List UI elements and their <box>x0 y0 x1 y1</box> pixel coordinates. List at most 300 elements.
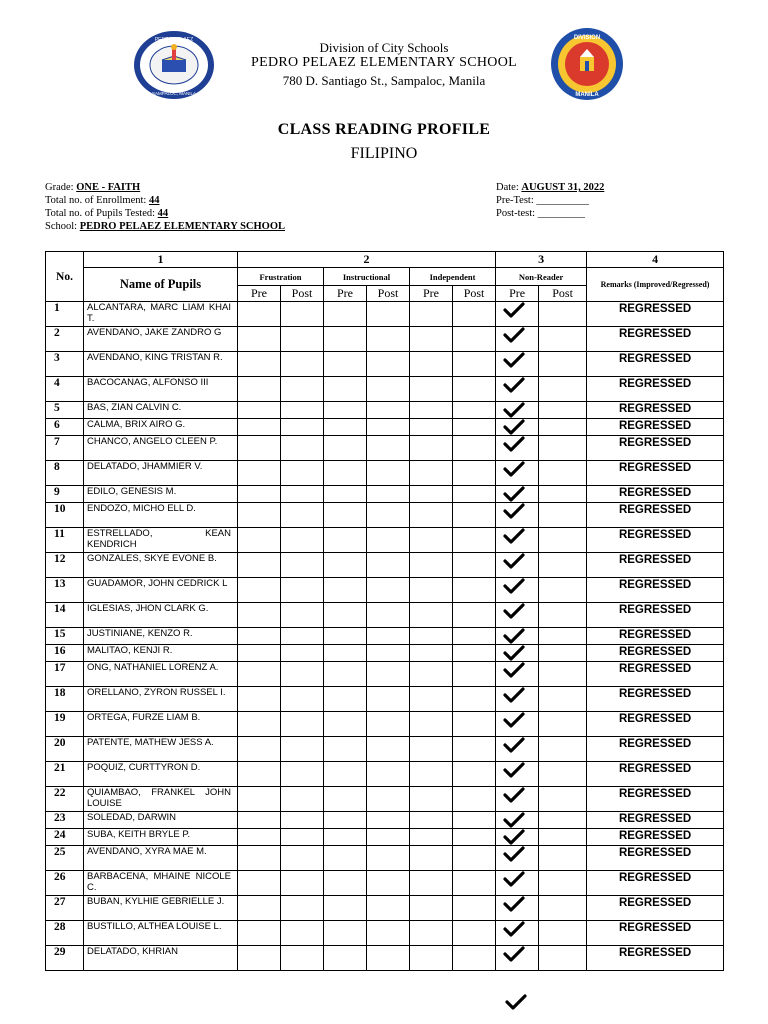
check-mark-icon <box>505 994 527 1010</box>
non-reader-pre-cell <box>496 578 539 603</box>
frustration-pre-cell <box>238 302 281 327</box>
reading-profile-table <box>45 251 724 971</box>
independent-post-cell <box>453 787 496 812</box>
pupil-name: AVENDANO, KING TRISTAN R. <box>84 352 238 377</box>
posttest-line <box>496 207 604 220</box>
remark-cell: REGRESSED <box>587 302 724 327</box>
instructional-pre-cell <box>324 762 367 787</box>
pupil-number: 26 <box>46 871 84 896</box>
pupil-number: 16 <box>46 645 84 662</box>
check-mark-icon <box>503 436 525 452</box>
instructional-pre-cell <box>324 377 367 402</box>
instructional-post-header: Post <box>367 286 410 302</box>
independent-post-cell <box>453 578 496 603</box>
table-row <box>46 553 724 578</box>
table-row <box>46 603 724 628</box>
remark-cell: REGRESSED <box>587 352 724 377</box>
pretest-line <box>496 194 604 207</box>
non-reader-pre-cell <box>496 402 539 419</box>
frustration-pre-cell <box>238 921 281 946</box>
non-reader-pre-cell <box>496 486 539 503</box>
remark-cell: REGRESSED <box>587 553 724 578</box>
pupil-number: 29 <box>46 946 84 971</box>
group-number-2: 2 <box>238 252 496 268</box>
instructional-post-cell <box>367 687 410 712</box>
independent-post-cell <box>453 377 496 402</box>
frustration-pre-cell <box>238 578 281 603</box>
instructional-post-cell <box>367 302 410 327</box>
independent-pre-cell <box>410 921 453 946</box>
pupil-number: 13 <box>46 578 84 603</box>
category-frustration: Frustration <box>238 268 324 286</box>
remark-cell: REGRESSED <box>587 419 724 436</box>
independent-post-cell <box>453 645 496 662</box>
frustration-post-cell <box>281 503 324 528</box>
svg-text:SAMPALOC, MANILA: SAMPALOC, MANILA <box>152 91 196 96</box>
instructional-pre-cell <box>324 712 367 737</box>
pupil-name: BUBAN, KYLHIE GEBRIELLE J. <box>84 896 238 921</box>
instructional-post-cell <box>367 762 410 787</box>
check-mark-icon <box>503 645 525 661</box>
pupil-name: BUSTILLO, ALTHEA LOUISE L. <box>84 921 238 946</box>
non-reader-pre-header: Pre <box>496 286 539 302</box>
grade-line <box>45 181 285 194</box>
non-reader-post-cell <box>539 737 587 762</box>
table-row <box>46 921 724 946</box>
independent-pre-cell <box>410 946 453 971</box>
instructional-post-cell <box>367 578 410 603</box>
frustration-post-cell <box>281 402 324 419</box>
independent-pre-cell <box>410 712 453 737</box>
table-row <box>46 503 724 528</box>
frustration-post-cell <box>281 846 324 871</box>
independent-pre-cell <box>410 503 453 528</box>
independent-pre-cell <box>410 436 453 461</box>
instructional-post-cell <box>367 829 410 846</box>
remark-cell: REGRESSED <box>587 436 724 461</box>
pupil-name: ENDOZO, MICHO ELL D. <box>84 503 238 528</box>
category-instructional: Instructional <box>324 268 410 286</box>
pupil-number: 14 <box>46 603 84 628</box>
non-reader-pre-cell <box>496 377 539 402</box>
independent-post-cell <box>453 553 496 578</box>
remark-cell: REGRESSED <box>587 687 724 712</box>
frustration-pre-cell <box>238 503 281 528</box>
pupil-number: 19 <box>46 712 84 737</box>
non-reader-pre-cell <box>496 812 539 829</box>
table-row <box>46 419 724 436</box>
instructional-post-cell <box>367 628 410 645</box>
table-row <box>46 327 724 352</box>
table-row <box>46 377 724 402</box>
check-mark-icon <box>503 419 525 435</box>
check-mark-icon <box>503 327 525 343</box>
frustration-pre-cell <box>238 787 281 812</box>
frustration-post-cell <box>281 829 324 846</box>
date-value: AUGUST 31, 2022 <box>521 182 605 193</box>
non-reader-post-cell <box>539 578 587 603</box>
non-reader-post-cell <box>539 528 587 553</box>
non-reader-post-cell <box>539 846 587 871</box>
instructional-post-cell <box>367 946 410 971</box>
independent-post-cell <box>453 486 496 503</box>
remark-cell: REGRESSED <box>587 486 724 503</box>
pupil-name: BARBACENA, MHAINE NICOLE C. <box>84 871 238 896</box>
frustration-post-cell <box>281 737 324 762</box>
frustration-post-cell <box>281 528 324 553</box>
instructional-pre-cell <box>324 921 367 946</box>
instructional-pre-cell <box>324 662 367 687</box>
pupil-number: 28 <box>46 921 84 946</box>
non-reader-post-cell <box>539 871 587 896</box>
frustration-post-cell <box>281 687 324 712</box>
school-name: PEDRO PELAEZ ELEMENTARY SCHOOL <box>251 55 517 70</box>
non-reader-post-cell <box>539 486 587 503</box>
remark-cell: REGRESSED <box>587 712 724 737</box>
frustration-pre-cell <box>238 662 281 687</box>
svg-text:PEDRO PELAEZ: PEDRO PELAEZ <box>154 37 194 43</box>
non-reader-post-cell <box>539 402 587 419</box>
independent-pre-cell <box>410 762 453 787</box>
instructional-pre-cell <box>324 486 367 503</box>
independent-post-cell <box>453 419 496 436</box>
remark-cell: REGRESSED <box>587 921 724 946</box>
instructional-pre-cell <box>324 436 367 461</box>
independent-post-cell <box>453 921 496 946</box>
pupil-name: SUBA, KEITH BRYLE P. <box>84 829 238 846</box>
instructional-post-cell <box>367 419 410 436</box>
group-number-4: 4 <box>587 252 724 268</box>
instructional-pre-cell <box>324 503 367 528</box>
independent-pre-cell <box>410 419 453 436</box>
frustration-pre-cell <box>238 712 281 737</box>
pupil-name: ORTEGA, FURZE LIAM B. <box>84 712 238 737</box>
check-mark-icon <box>503 946 525 962</box>
instructional-post-cell <box>367 812 410 829</box>
non-reader-pre-cell <box>496 737 539 762</box>
pupil-name: DELATADO, KHRIAN <box>84 946 238 971</box>
independent-pre-cell <box>410 829 453 846</box>
instructional-post-cell <box>367 896 410 921</box>
svg-text:DIVISION: DIVISION <box>573 35 601 41</box>
category-non-reader: Non-Reader <box>496 268 587 286</box>
instructional-pre-cell <box>324 628 367 645</box>
document-title: CLASS READING PROFILE <box>277 121 491 138</box>
non-reader-pre-cell <box>496 896 539 921</box>
table-row <box>46 461 724 486</box>
non-reader-pre-cell <box>496 946 539 971</box>
check-mark-icon <box>503 846 525 862</box>
non-reader-post-cell <box>539 553 587 578</box>
pupil-number: 15 <box>46 628 84 645</box>
pupil-name: BACOCANAG, ALFONSO III <box>84 377 238 402</box>
pupil-name: SOLEDAD, DARWIN <box>84 812 238 829</box>
non-reader-post-cell <box>539 645 587 662</box>
table-row <box>46 737 724 762</box>
non-reader-post-cell <box>539 829 587 846</box>
instructional-pre-cell <box>324 302 367 327</box>
frustration-pre-cell <box>238 871 281 896</box>
independent-pre-cell <box>410 486 453 503</box>
non-reader-post-cell <box>539 436 587 461</box>
frustration-post-cell <box>281 578 324 603</box>
pupil-name: MALITAO, KENJI R. <box>84 645 238 662</box>
table-row <box>46 812 724 829</box>
school-label: School: <box>45 221 78 232</box>
frustration-post-cell <box>281 302 324 327</box>
pupil-number: 12 <box>46 553 84 578</box>
remark-cell: REGRESSED <box>587 645 724 662</box>
independent-post-cell <box>453 628 496 645</box>
pupil-number: 25 <box>46 846 84 871</box>
non-reader-pre-cell <box>496 829 539 846</box>
remark-cell: REGRESSED <box>587 628 724 645</box>
non-reader-pre-cell <box>496 628 539 645</box>
non-reader-pre-cell <box>496 645 539 662</box>
frustration-post-cell <box>281 461 324 486</box>
non-reader-post-cell <box>539 812 587 829</box>
pupil-name: AVENDANO, JAKE ZANDRO G <box>84 327 238 352</box>
independent-pre-cell <box>410 603 453 628</box>
frustration-pre-header: Pre <box>238 286 281 302</box>
instructional-post-cell <box>367 402 410 419</box>
non-reader-pre-cell <box>496 662 539 687</box>
instructional-pre-cell <box>324 812 367 829</box>
non-reader-post-cell <box>539 327 587 352</box>
pupil-name: IGLESIAS, JHON CLARK G. <box>84 603 238 628</box>
pretest-blank: __________ <box>536 195 589 206</box>
table-row <box>46 829 724 846</box>
pupil-name: GONZALES, SKYE EVONE B. <box>84 553 238 578</box>
independent-post-cell <box>453 846 496 871</box>
non-reader-post-cell <box>539 787 587 812</box>
group-number-3: 3 <box>496 252 587 268</box>
frustration-post-cell <box>281 812 324 829</box>
check-mark-icon <box>503 302 525 318</box>
independent-post-cell <box>453 352 496 377</box>
non-reader-pre-cell <box>496 461 539 486</box>
column-header-no: No. <box>46 252 84 302</box>
table-row <box>46 787 724 812</box>
non-reader-post-cell <box>539 662 587 687</box>
frustration-pre-cell <box>238 846 281 871</box>
independent-pre-cell <box>410 352 453 377</box>
non-reader-post-cell <box>539 352 587 377</box>
instructional-pre-cell <box>324 603 367 628</box>
remark-cell: REGRESSED <box>587 528 724 553</box>
column-header-remarks: Remarks (Improved/Regressed) <box>587 268 724 302</box>
pupil-rows <box>46 302 724 971</box>
remark-cell: REGRESSED <box>587 327 724 352</box>
non-reader-pre-cell <box>496 528 539 553</box>
remark-cell: REGRESSED <box>587 762 724 787</box>
table-row <box>46 762 724 787</box>
instructional-pre-cell <box>324 846 367 871</box>
frustration-post-cell <box>281 486 324 503</box>
frustration-pre-cell <box>238 628 281 645</box>
pupil-number: 4 <box>46 377 84 402</box>
pupil-number: 9 <box>46 486 84 503</box>
frustration-pre-cell <box>238 762 281 787</box>
independent-post-cell <box>453 503 496 528</box>
instructional-pre-cell <box>324 461 367 486</box>
instructional-pre-cell <box>324 419 367 436</box>
subject-title: FILIPINO <box>350 145 418 162</box>
frustration-post-cell <box>281 787 324 812</box>
non-reader-post-cell <box>539 712 587 737</box>
non-reader-pre-cell <box>496 553 539 578</box>
instructional-post-cell <box>367 553 410 578</box>
instructional-post-cell <box>367 921 410 946</box>
pupil-number: 27 <box>46 896 84 921</box>
pupil-name: ESTRELLADO, KEAN KENDRICH <box>84 528 238 553</box>
check-mark-icon <box>503 687 525 703</box>
non-reader-pre-cell <box>496 503 539 528</box>
pupil-number: 6 <box>46 419 84 436</box>
table-row <box>46 871 724 896</box>
remark-cell: REGRESSED <box>587 812 724 829</box>
pupil-name: QUIAMBAO, FRANKEL JOHN LOUISE <box>84 787 238 812</box>
non-reader-pre-cell <box>496 787 539 812</box>
instructional-post-cell <box>367 486 410 503</box>
pupil-number: 21 <box>46 762 84 787</box>
independent-pre-cell <box>410 553 453 578</box>
pupil-name: JUSTINIANE, KENZO R. <box>84 628 238 645</box>
independent-post-header: Post <box>453 286 496 302</box>
date-label: Date: <box>496 182 519 193</box>
remark-cell: REGRESSED <box>587 603 724 628</box>
enrollment-value: 44 <box>148 195 160 206</box>
check-mark-icon <box>503 461 525 477</box>
frustration-pre-cell <box>238 377 281 402</box>
pupil-name: AVENDANO, XYRA MAE M. <box>84 846 238 871</box>
independent-pre-cell <box>410 377 453 402</box>
non-reader-post-cell <box>539 921 587 946</box>
check-mark-icon <box>503 829 525 845</box>
non-reader-post-cell <box>539 419 587 436</box>
instructional-post-cell <box>367 846 410 871</box>
pupil-name: PATENTE, MATHEW JESS A. <box>84 737 238 762</box>
table-row <box>46 528 724 553</box>
independent-pre-cell <box>410 687 453 712</box>
check-mark-icon <box>503 871 525 887</box>
check-mark-icon <box>503 402 525 418</box>
independent-post-cell <box>453 327 496 352</box>
pupil-name: EDILO, GENESIS M. <box>84 486 238 503</box>
instructional-post-cell <box>367 737 410 762</box>
check-mark-icon <box>503 603 525 619</box>
non-reader-post-cell <box>539 603 587 628</box>
frustration-post-cell <box>281 921 324 946</box>
frustration-post-cell <box>281 896 324 921</box>
instructional-pre-cell <box>324 352 367 377</box>
check-mark-icon <box>503 578 525 594</box>
frustration-pre-cell <box>238 352 281 377</box>
independent-post-cell <box>453 436 496 461</box>
frustration-post-cell <box>281 946 324 971</box>
pupil-number: 17 <box>46 662 84 687</box>
non-reader-pre-cell <box>496 352 539 377</box>
independent-pre-cell <box>410 302 453 327</box>
remark-cell: REGRESSED <box>587 737 724 762</box>
test-info <box>496 181 604 220</box>
instructional-pre-cell <box>324 896 367 921</box>
table-row <box>46 302 724 327</box>
independent-post-cell <box>453 687 496 712</box>
division-name: Division of City Schools <box>319 40 449 55</box>
instructional-pre-cell <box>324 645 367 662</box>
remark-cell: REGRESSED <box>587 461 724 486</box>
frustration-post-cell <box>281 352 324 377</box>
table-row <box>46 662 724 687</box>
pupil-name: CALMA, BRIX AIRO G. <box>84 419 238 436</box>
pupil-number: 20 <box>46 737 84 762</box>
instructional-pre-cell <box>324 946 367 971</box>
instructional-pre-cell <box>324 737 367 762</box>
pupil-name: ONG, NATHANIEL LORENZ A. <box>84 662 238 687</box>
frustration-pre-cell <box>238 461 281 486</box>
tested-line <box>45 207 285 220</box>
check-mark-icon <box>503 352 525 368</box>
independent-pre-cell <box>410 787 453 812</box>
independent-post-cell <box>453 302 496 327</box>
non-reader-pre-cell <box>496 921 539 946</box>
non-reader-pre-cell <box>496 846 539 871</box>
pupil-number: 10 <box>46 503 84 528</box>
table-row <box>46 896 724 921</box>
pretest-label: Pre-Test: <box>496 195 534 206</box>
instructional-post-cell <box>367 712 410 737</box>
independent-pre-cell <box>410 846 453 871</box>
group-number-1: 1 <box>84 252 238 268</box>
check-mark-icon <box>503 787 525 803</box>
pupil-number: 7 <box>46 436 84 461</box>
instructional-pre-cell <box>324 787 367 812</box>
non-reader-pre-cell <box>496 687 539 712</box>
instructional-post-cell <box>367 352 410 377</box>
table-row <box>46 846 724 871</box>
check-mark-icon <box>503 486 525 502</box>
independent-post-cell <box>453 762 496 787</box>
frustration-pre-cell <box>238 737 281 762</box>
pupil-number: 8 <box>46 461 84 486</box>
pupil-number: 24 <box>46 829 84 846</box>
date-line <box>496 181 604 194</box>
instructional-pre-cell <box>324 871 367 896</box>
independent-pre-cell <box>410 737 453 762</box>
independent-pre-cell <box>410 402 453 419</box>
independent-post-cell <box>453 896 496 921</box>
check-mark-icon <box>503 662 525 678</box>
frustration-post-cell <box>281 436 324 461</box>
grade-label: Grade: <box>45 182 74 193</box>
independent-pre-cell <box>410 896 453 921</box>
category-independent: Independent <box>410 268 496 286</box>
independent-post-cell <box>453 461 496 486</box>
instructional-post-cell <box>367 662 410 687</box>
non-reader-post-cell <box>539 946 587 971</box>
table-row <box>46 486 724 503</box>
independent-pre-cell <box>410 628 453 645</box>
frustration-pre-cell <box>238 419 281 436</box>
independent-pre-cell <box>410 871 453 896</box>
table-row <box>46 436 724 461</box>
instructional-post-cell <box>367 871 410 896</box>
frustration-pre-cell <box>238 687 281 712</box>
school-value: PEDRO PELAEZ ELEMENTARY SCHOOL <box>79 221 286 232</box>
table-row <box>46 628 724 645</box>
non-reader-post-cell <box>539 503 587 528</box>
